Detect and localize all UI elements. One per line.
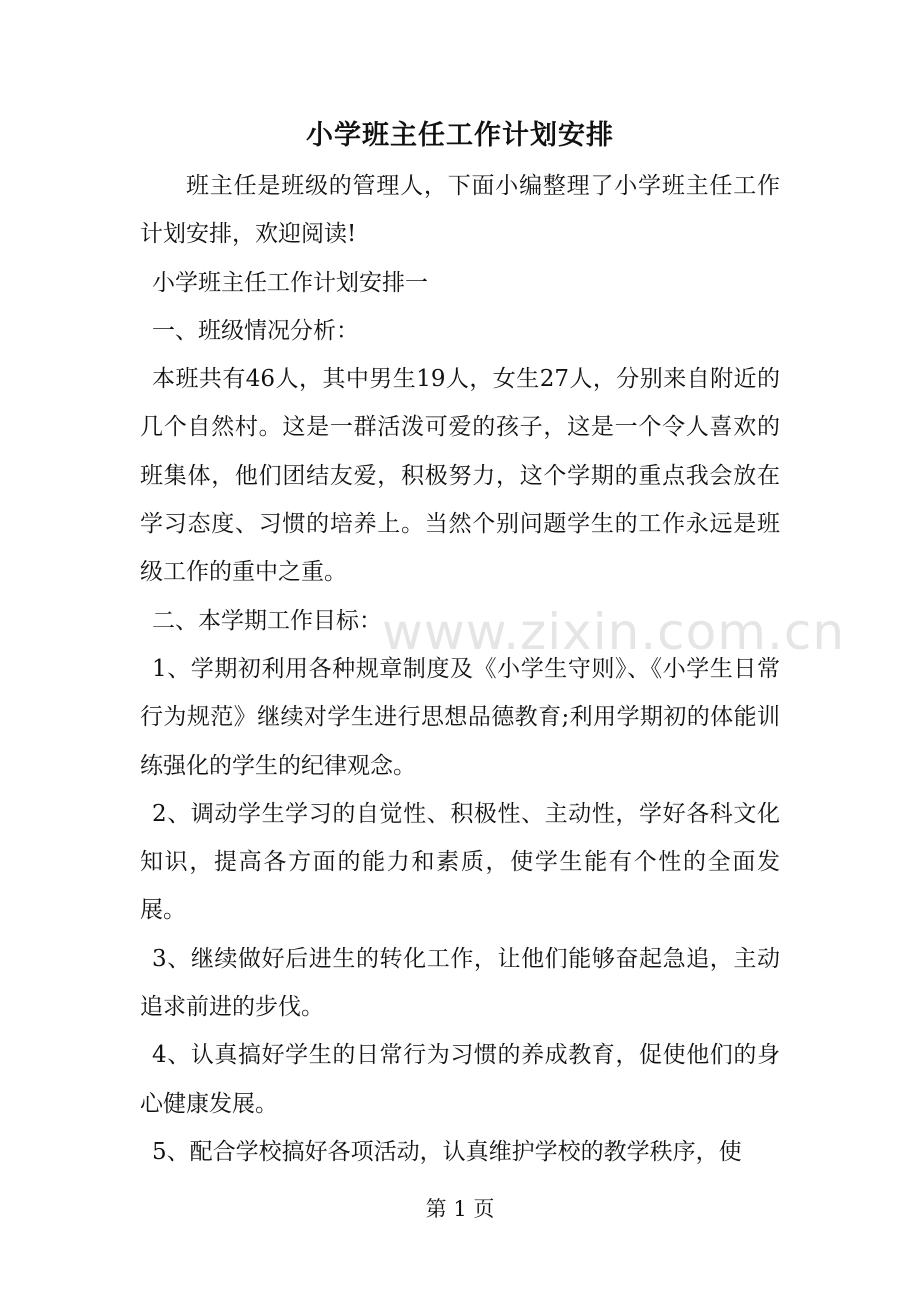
goal-item: 3、继续做好后进生的转化工作，让他们能够奋起急追，主动追求前进的步伐。 (140, 945, 780, 1021)
subsection-heading: 一、班级情况分析： (152, 317, 359, 344)
page-number: 第 1 页 (425, 1197, 495, 1221)
goal-item: 5、配合学校搞好各项活动，认真维护学校的教学秩序，使 (152, 1138, 742, 1165)
document-title: 小学班主任工作计划安排 (306, 120, 614, 151)
subsection-heading: 二、本学期工作目标： (152, 607, 382, 634)
section-heading: 小学班主任工作计划安排一 (152, 269, 428, 296)
goal-item: 4、认真搞好学生的日常行为习惯的养成教育，促使他们的身心健康发展。 (140, 1042, 780, 1117)
goal-item: 2、调动学生学习的自觉性、积极性、主动性，学好各科文化知识，提高各方面的能力和素质，使学生能有个性的全面发展。 (140, 800, 780, 924)
class-analysis-paragraph: 本班共有46人，其中男生19人，女生27人，分别来自附近的几个自然村。这是一群活泼可爱的孩子，这是一个令人喜欢的班集体，他们团结友爱，积极努力，这个学期的重点我会放在学习态度、习惯的培养上。当然个别问题学生的工作永远是班级工作的重中之重。 (140, 366, 780, 586)
watermark: www.zixin.com.cn (382, 603, 846, 661)
intro-paragraph: 班主任是班级的管理人，下面小编整理了小学班主任工作计划安排，欢迎阅读! (140, 173, 780, 248)
document-body (140, 162, 780, 1176)
goal-item: 1、学期初利用各种规章制度及《小学生守则》、《小学生日常行为规范》继续对学生进行思想品德教育;利用学期初的体能训练强化的学生的纪律观念。 (140, 655, 780, 779)
